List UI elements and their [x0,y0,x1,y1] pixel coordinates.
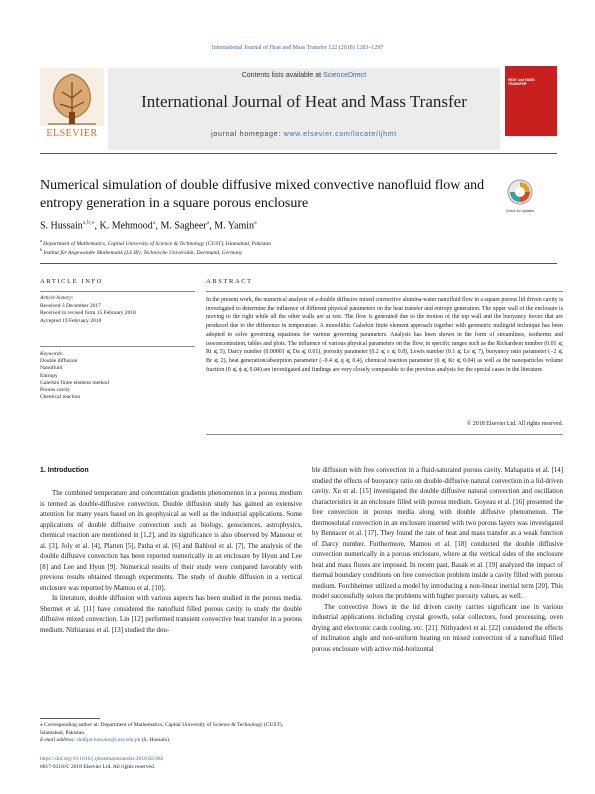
footnote-rule [40,718,100,719]
intro-paragraph: The combined temperature and concentration gradients phenomenon in a porous medium is termed as double-diffusive convection. Double diffusion study has gained an extensive attention for many years based on its geophysical as well as the industrial applications. Some applications of double diffusive convection such as biology, geosciences, astrophysics, chemical reaction are mentioned in [1,2], and its significance is also observed by Mansour et al. [3], Joly et al. [4], Platten [5], Patha et al. [6] and Bahloul et al. [7]. The analysis of the double diffusive convection has been reported numerically in an enclosure by Hyun and Lee [8] and Lee and Hyun [9]. Numerical results of their study were compared favorably with previous results obtained through experiments. The study of double diffusion in a vertical enclosure was reported by Mamou et al. [10]. [40,490,302,592]
author-separator: , [94,220,100,232]
contents-prefix: Contents lists available at [241,72,324,79]
cover-title: HEAT and MASS TRANSFER [508,78,535,86]
journal-title: International Journal of Heat and Mass Transfer [141,92,467,111]
email-suffix: (S. Hussain). [140,737,171,743]
homepage-link[interactable]: www.elsevier.com/locate/ijhmt [283,131,397,138]
affiliation-b [40,247,490,256]
info-divider [40,263,557,264]
issn-line: 0017-9310/© 2018 Elsevier Ltd. All rights reserved. [40,764,156,770]
author-affiliation-mark[interactable]: a [206,220,210,226]
abstract-bottom-rule [206,434,563,435]
author-separator: , [209,220,215,232]
affiliation-text: Department of Mathematics, Capital University of Science & Technology (CUST), Islamabad, Pakistan [43,240,271,247]
history-list [40,303,200,325]
check-for-updates-icon[interactable] [506,178,534,206]
keyword[interactable]: Double diffusion [40,358,78,364]
journal-cover-image[interactable] [505,66,557,136]
author-list [40,219,490,231]
keyword[interactable]: Nanofluid [40,365,63,372]
history-label: Article history: [40,295,74,301]
keyword[interactable]: Chemical reaction [40,394,81,401]
homepage-prefix: journal homepage: [211,131,284,138]
affiliation-label: a [40,238,42,243]
keyword-list [40,358,200,402]
author-name[interactable]: M. Yamin [214,220,255,232]
keyword[interactable]: Porous cavity [40,387,71,394]
abstract-rule [206,291,563,292]
author-affiliation-mark[interactable]: a [152,220,156,226]
abstract-copyright: © 2018 Elsevier Ltd. All rights reserved. [466,421,563,427]
article-info-heading: ARTICLE INFO [40,278,104,285]
footnote [40,722,302,745]
affiliation-a [40,238,490,247]
abstract-heading: ABSTRACT [206,278,253,285]
intro-paragraph: In literature, double diffusion with various aspects has been studied in the porous media. Shermet et al. [11] have considered the nanofluid filled porous cavity to study the double diffusive mixed convection. Lin [12] performed transient convective heat transfer in a porous medium. Nithiarasu et al. [13] studied the dou- [40,595,302,634]
keywords-rule [40,346,195,347]
author-name[interactable]: K. Mehmood [99,220,153,232]
publisher-name: ELSEVIER [46,128,98,139]
email-link[interactable]: shafqat.hussain@cust.edu.pk [76,737,141,743]
journal-reference[interactable]: International Journal of Heat and Mass Transfer 122 (2018) 1283–1297 [211,45,384,51]
history-accepted: Accepted 19 February 2018 [40,317,102,324]
abstract-text: In the present work, the numerical analysis of a double diffusive mixed convective alumina-water nanofluid flow in a square porous lid driven cavity is investigated to determine the influence of different physical parameters on the heat transfer and entropy generation. The upper wall of the enclosure is moving to the right while all the other walls are at rest. The flow is generated due to the motion of the top wall and the buoyancy forces that are produced due to the difference in temperature. A monolithic Galerkin finite element approach together with geometric multigrid technique has been adopted to solve governing equations for various governing parameters. Analysis has been shown in the form of streamlines, isotherms and isoconcentration, tables and plots. The influence of various physical parameters on the flow, in specific ranges such as the Richardson number (0.01 ⩽ Ri ⩽ 5), Darcy number (0.00001 ⩽ Da ⩽ 0.01), porosity parameter (0.2 ⩽ ε ⩽ 0.8), Lewis number (0.1 ⩽ Le ⩽ 7), buoyancy ratio parameter (−2 ⩽ Br ⩽ 2), heat generation/absorption parameter (−0.4 ⩽ q ⩽ 0.4), chemical reaction parameter (0 ⩽ Kr ⩽ 0.04) as well as the nanoparticles volume fraction (0 ⩽ ϕ ⩽ 0.04) are investigated and findings are very closely comparable to the previous analysis for the special cases in the literature. [206,297,563,373]
doi-link[interactable]: https://doi.org/10.1016/j.ijheatmasstransfer.2018.02.082 [40,756,164,762]
keywords-label: Keywords: [40,351,64,357]
author-name[interactable]: M. Sagheer [160,220,207,232]
keyword[interactable]: Galerkin finite element method [40,379,109,386]
author-affiliation-mark[interactable]: a [254,220,257,226]
history-received: Received 3 December 2017 [40,303,101,309]
section-heading-introduction: 1. Introduction [40,467,89,474]
history-revised: Received in revised form 15 February 2018 [40,310,136,317]
author-affiliation-mark[interactable]: a,b,⁎ [82,220,95,226]
intro-paragraph: ble diffusion with free convection in a fluid-saturated porous cavity. Mahapatra et al. [14] studied the effects of buoyancy ratio on double-diffusive natural convection in a lid-driven cavity. Xu et al. [15] investigated the double diffusive natural convection and oscillation characteristics in an enclosure filled with porous medium. Goyeau et al. [16] presented the free convection in porous media along with double diffusive phenomenon. The thermosolutal convection in an enclosure inserted with two porous layers was investigated by Bennacer et al. [17]. They found the rate of heat and mass transfer as a weak function of Darcy number. Furthermore, Mamou et al. [18] conducted the double diffusive convection numerically in a porous enclosure, where at the vertical sides of the enclosure heat and mass fluxes are imposed. In recent past, Basak et al. [19] analyzed the impact of thermal boundary conditions on free convection problem inside a cavity filled with porous medium. Forchheimer utilized a model by introducing a non-linear inertial term [20]. This model successfully solves the problems with higher porosity values, as well. [312,467,563,600]
journal-homepage [108,131,500,138]
author-separator: , [155,220,161,232]
email-line [40,737,302,745]
check-for-updates-label[interactable]: Check for updates [505,209,535,213]
intro-left-column [40,489,302,636]
sciencedirect-link[interactable]: ScienceDirect [323,72,367,79]
corresponding-author-note: ⁎ Corresponding author at: Department of Mathematics, Capital University of Science & Technology (CUST), Islamabad, Pakistan. [40,722,284,736]
intro-paragraph: The convective flows in the lid driven cavity carries significant use in various industrial applications including crystal growth, solar collectors, food processing, oven drying and electronic cards cooling, etc. [21]. Nithyadevi et al. [22] considered the effects of inclination angle and non-uniform heating on mixed convection of a nanofluid filled porous enclosure with active mid-horizontal [312,603,563,653]
affiliation-text: Institut für Angewandte Mathematik (LS III), Technische Universität, Dortmund, Germany [43,249,243,256]
contents-line [108,72,500,79]
affiliation-label: b [40,247,42,252]
header-divider [40,153,557,154]
paper-title: Numerical simulation of double diffusive mixed convective nanofluid flow and entropy generation in a square porous enclosure [40,178,485,211]
intro-right-column [312,466,563,655]
email-label: E-mail address: [40,737,77,743]
author-name[interactable]: S. Hussain [40,220,83,232]
article-info-rule [40,291,195,292]
keyword[interactable]: Entropy [40,372,58,379]
